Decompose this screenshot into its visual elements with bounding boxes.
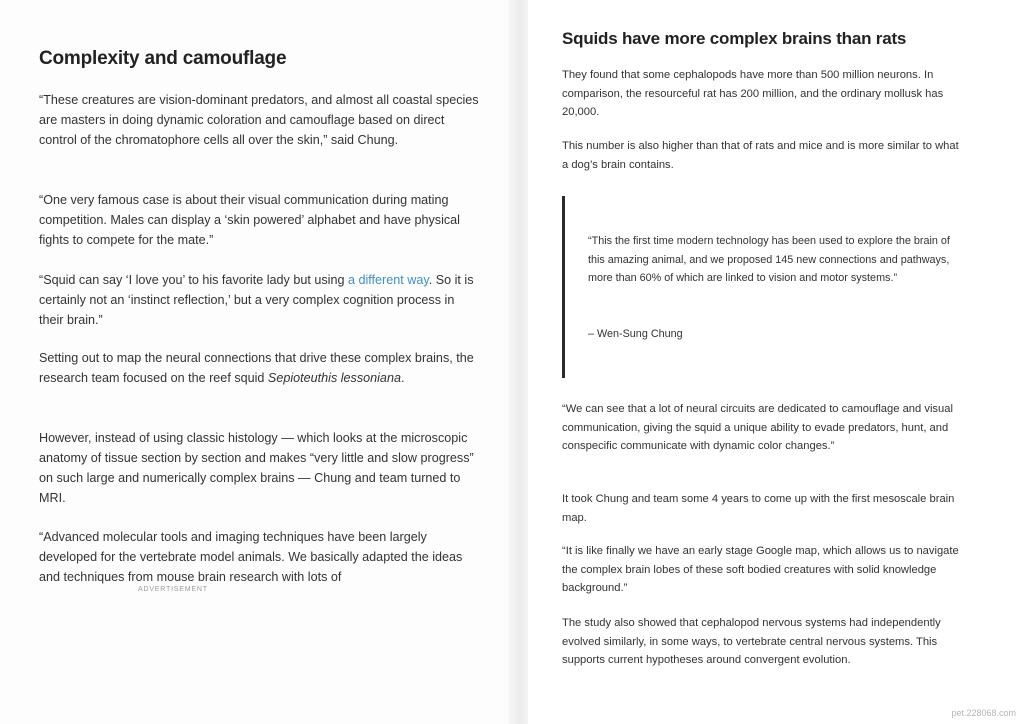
blockquote-rule bbox=[562, 196, 565, 378]
paragraph-histology: However, instead of using classic histology — which looks at the microscopic anatomy of tissue section by section and makes “very little and slow progress” on such large and numerically complex brains — Chung and team turned to MRI. bbox=[39, 431, 474, 505]
paragraph-google-map: “It is like finally we have an early stage Google map, which allows us to navigate the complex brain lobes of these soft bodied creatures with solid knowledge background.” bbox=[562, 545, 959, 595]
text-fragment: Setting out to map the neural connections that drive these complex brains, the research team focused on the reef squid bbox=[39, 351, 474, 385]
blockquote-author: – Wen-Sung Chung bbox=[588, 328, 683, 340]
text-fragment: . So it is certainly not an ‘instinct reflection,’ but a very complex cognition process in their brain.” bbox=[39, 273, 474, 327]
paragraph-predators-quote: “These creatures are vision-dominant predators, and almost all coastal species are masters in doing dynamic coloration and camouflage based on direct control of the chromatophore cells all over the skin,” said Chung. bbox=[39, 93, 479, 147]
paragraph-neural-map bbox=[39, 348, 479, 388]
paragraph-convergent-evolution: The study also showed that cephalopod nervous systems had independently evolved similarly, in some ways, to vertebrate central nervous systems. This supports current hypotheses around convergent evolution. bbox=[562, 617, 941, 667]
text-fragment: “Squid can say ‘I love you’ to his favorite lady but using bbox=[39, 273, 348, 287]
section-heading-brains: Squids have more complex brains than rats bbox=[562, 29, 907, 48]
text-fragment: . bbox=[400, 371, 405, 385]
different-way-link[interactable]: a different way bbox=[347, 273, 429, 287]
paragraph-mesoscale-map: It took Chung and team some 4 years to come up with the first mesoscale brain map. bbox=[562, 493, 955, 524]
paragraph-neural-circuits: “We can see that a lot of neural circuits are dedicated to camouflage and visual communication, giving the squid a unique ability to evade predators, hunt, and conspecific communicate with dynamic color changes.” bbox=[562, 403, 953, 453]
species-name: Sepioteuthis lessoniana bbox=[267, 371, 401, 385]
section-heading-camouflage: Complexity and camouflage bbox=[39, 48, 287, 69]
paragraph-dog-brain: This number is also higher than that of rats and mice and is more similar to what a dog’s brain contains. bbox=[562, 140, 959, 171]
blockquote-text: “This the first time modern technology has been used to explore the brain of this amazing animal, and we proposed 145 new connections and pathways, more than 60% of which are linked to vision and motor systems.” bbox=[588, 235, 950, 285]
paragraph-molecular-tools: “Advanced molecular tools and imaging techniques have been largely developed for the vertebrate model animals. We basically adapted the ideas and techniques from mouse brain research with lots of bbox=[39, 530, 463, 584]
right-page bbox=[528, 0, 1024, 724]
paragraph-neurons: They found that some cephalopods have more than 500 million neurons. In comparison, the resourceful rat has 200 million, and the ordinary mollusk has 20,000. bbox=[562, 69, 944, 119]
watermark: pet.228068.com bbox=[951, 708, 1016, 718]
paragraph-love-quote bbox=[39, 270, 479, 330]
advertisement-label: ADVERTISEMENT bbox=[138, 586, 208, 593]
paragraph-mating-quote: “One very famous case is about their visual communication during mating competition. Males can display a ‘skin powered’ alphabet and have physical fights to compete for the mate.” bbox=[39, 193, 460, 247]
